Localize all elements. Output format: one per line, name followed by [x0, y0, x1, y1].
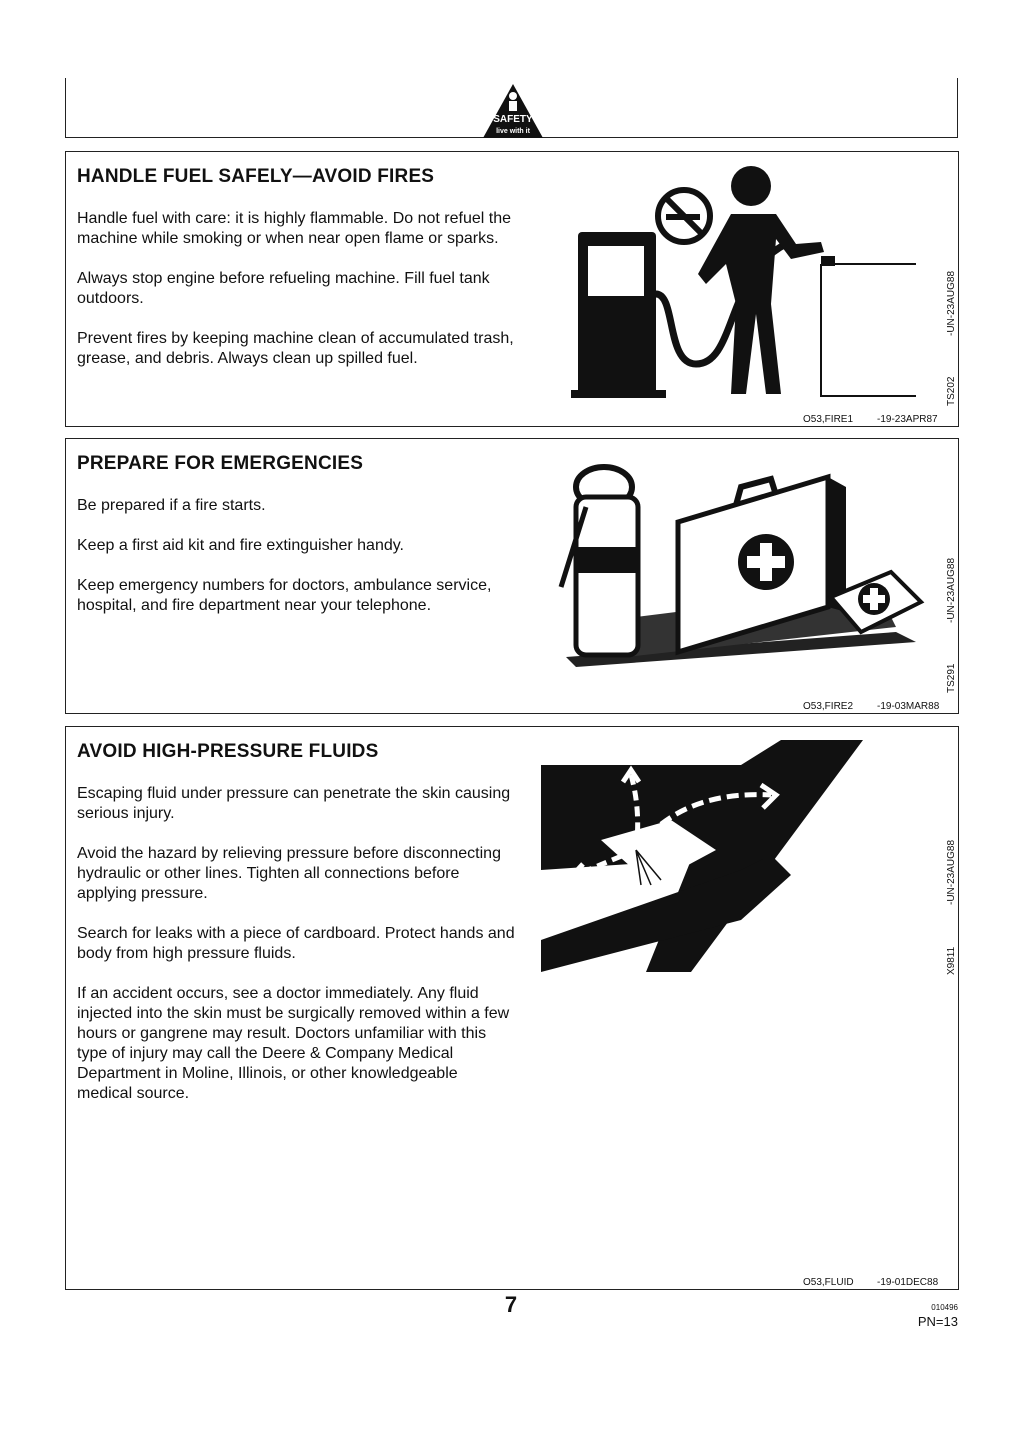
- section-body: [77, 784, 517, 1124]
- footer-ref: O53,FLUID: [803, 1277, 854, 1288]
- figure-code: -UN-23AUG88: [946, 839, 957, 905]
- figure-id: TS202: [946, 376, 957, 406]
- footer-ref: O53,FIRE1: [803, 414, 854, 425]
- footer-date: -19-23APR87: [877, 414, 938, 425]
- safety-logo-icon: [482, 82, 544, 139]
- paragraph: Prevent fires by keeping machine clean of accumulated trash, grease, and debris. Always clean up spilled fuel.: [77, 330, 514, 367]
- paragraph: Keep a first aid kit and fire extinguisher handy.: [77, 537, 404, 554]
- fluid-leak-illustration: [541, 740, 891, 975]
- figure-id: X9811: [946, 946, 957, 975]
- footer-ref: O53,FIRE2: [803, 701, 854, 712]
- section-body: [77, 496, 517, 636]
- paragraph: Handle fuel with care: it is highly flammable. Do not refuel the machine while smoking or when near open flame or sparks.: [77, 210, 511, 247]
- paragraph: If an accident occurs, see a doctor immediately. Any fluid injected into the skin must be surgically removed within a few hours or gangrene may result. Doctors unfamiliar with this type of injury may call the Deere & Company Medical Department in Moline, Illinois, or other knowledgeable medical source.: [77, 985, 510, 1102]
- pn-label: PN=13: [917, 1314, 958, 1329]
- doc-code: 010496: [931, 1303, 958, 1312]
- footer-date: -19-03MAR88: [877, 701, 940, 712]
- logo-line2: live with it: [496, 128, 530, 135]
- paragraph: Keep emergency numbers for doctors, ambulance service, hospital, and fire department near your telephone.: [77, 577, 492, 614]
- figure-id: TS291: [946, 663, 957, 693]
- section-title: HANDLE FUEL SAFELY—AVOID FIRES: [77, 166, 435, 187]
- paragraph: Search for leaks with a piece of cardboard. Protect hands and body from high pressure fluids.: [77, 925, 515, 962]
- section-emergencies: [65, 438, 959, 714]
- section-title: AVOID HIGH-PRESSURE FLUIDS: [77, 741, 379, 762]
- footer-date: -19-01DEC88: [877, 1277, 939, 1288]
- logo-line1: SAFETY: [493, 114, 533, 125]
- paragraph: Be prepared if a fire starts.: [77, 497, 266, 514]
- page-number: 7: [504, 1292, 518, 1317]
- paragraph: Escaping fluid under pressure can penetrate the skin causing serious injury.: [77, 785, 511, 822]
- paragraph: Always stop engine before refueling machine. Fill fuel tank outdoors.: [77, 270, 490, 307]
- section-title: PREPARE FOR EMERGENCIES: [77, 453, 364, 474]
- paragraph: Avoid the hazard by relieving pressure before disconnecting hydraulic or other lines. Tighten all connections before applying pressure.: [77, 845, 501, 902]
- first-aid-extinguisher-illustration: [556, 457, 926, 667]
- section-high-pressure-fluids: [65, 726, 959, 1290]
- section-body: [77, 209, 517, 389]
- section-fuel-safety: [65, 151, 959, 427]
- figure-code: -UN-23AUG88: [946, 557, 957, 623]
- figure-code: -UN-23AUG88: [946, 270, 957, 336]
- refueling-illustration: [566, 164, 936, 409]
